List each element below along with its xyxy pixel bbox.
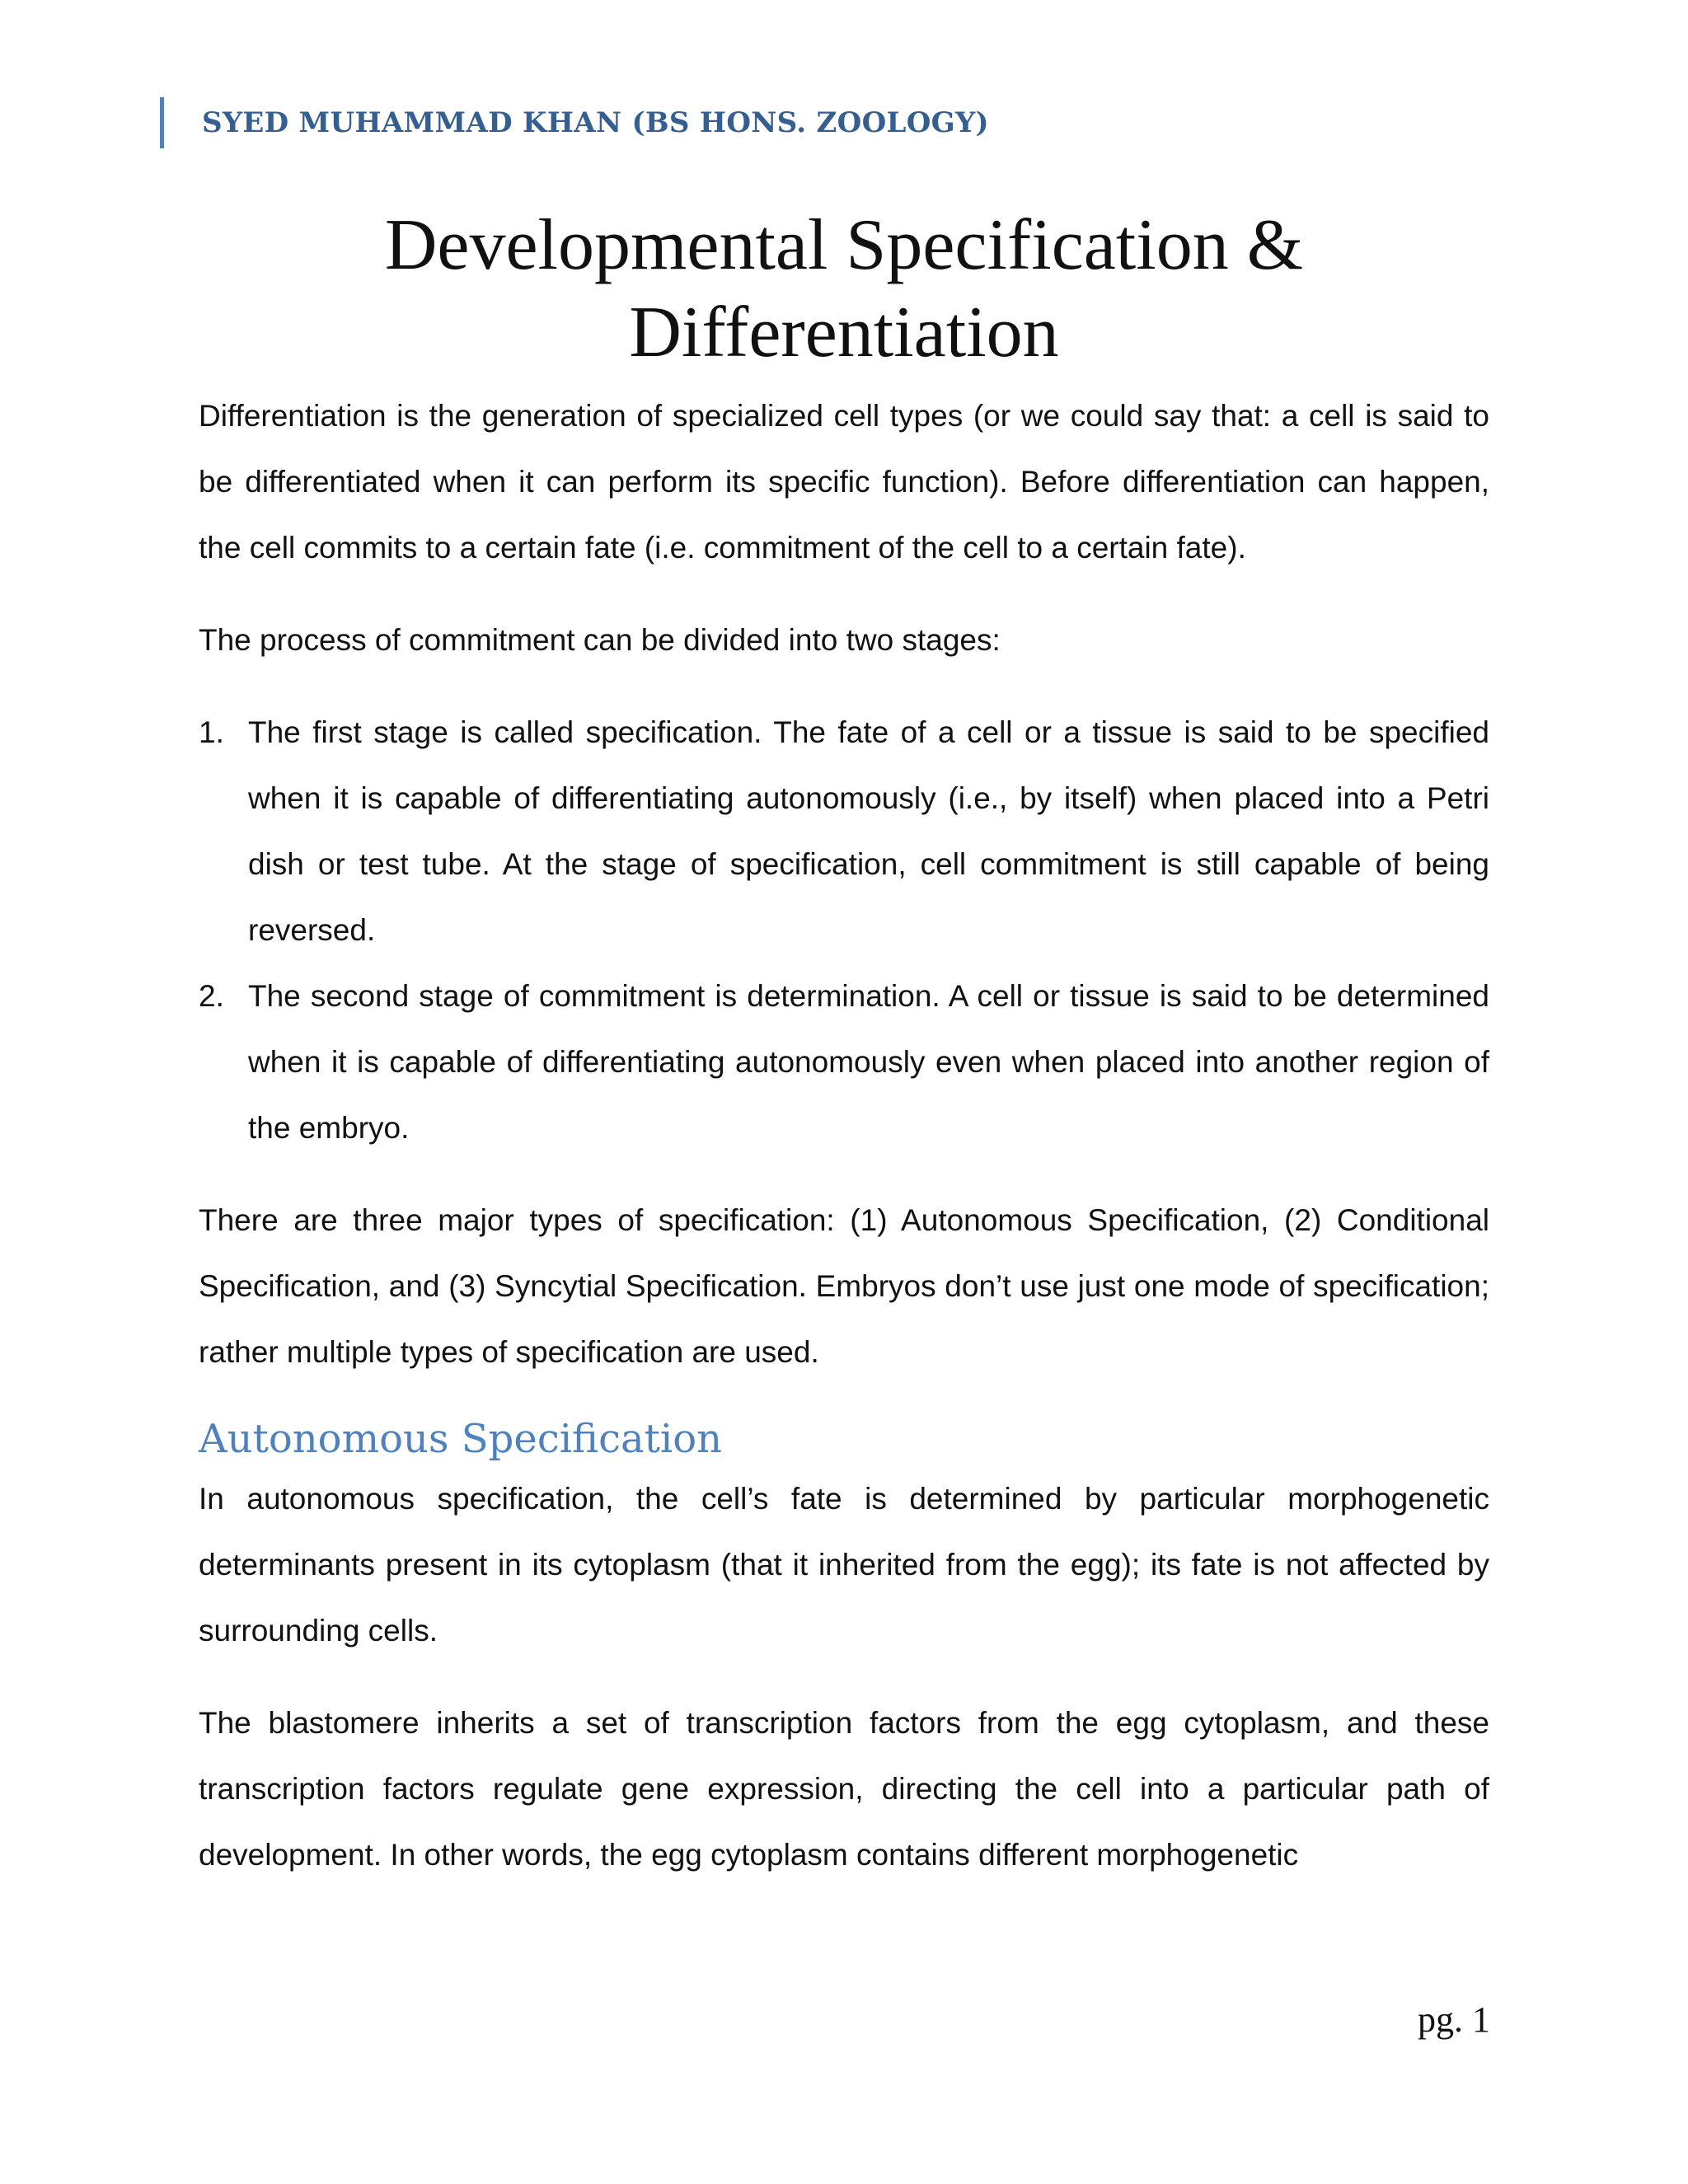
page-number: pg. 1 (1418, 1999, 1490, 2040)
section-heading: Autonomous Specification (199, 1416, 723, 1462)
list-item (199, 963, 1489, 1161)
document-body (199, 383, 1489, 1888)
page-title (198, 202, 1490, 377)
specification-types-paragraph: There are three major types of specification: (1) Autonomous Specification, (2) Conditional Specification, and (3) Syncytial Specification. Embryos don’t use just one mode of specification; rather multiple types of specification are used. (199, 1203, 1489, 1369)
commitment-stages-list (199, 700, 1489, 1161)
title-line-2: Differentiation (629, 293, 1059, 373)
title-line-1: Developmental Specification & (384, 205, 1304, 285)
list-item-text: The second stage of commitment is determination. A cell or tissue is said to be determined when it is capable of differentiating autonomously even when placed into another region of the embryo. (248, 979, 1489, 1145)
list-item-number: 2. (199, 979, 224, 1013)
list-item-number: 1. (199, 715, 224, 749)
header-author: SYED MUHAMMAD KHAN (BS HONS. ZOOLOGY) (202, 106, 989, 139)
intro-paragraph: Differentiation is the generation of specialized cell types (or we could say that: a cell is said to be differentiated when it can perform its specific function). Before differentiation can happen, the cell commits to a certain fate (i.e. commitment of the cell to a certain fate). (199, 399, 1489, 565)
autonomous-paragraph-2: The blastomere inherits a set of transcription factors from the egg cytoplasm, and these transcription factors regulate gene expression, directing the cell into a particular path of development. In other words, the egg cytoplasm contains different morphogenetic (199, 1706, 1489, 1872)
list-item (199, 700, 1489, 963)
commitment-intro: The process of commitment can be divided into two stages: (199, 623, 1001, 657)
autonomous-paragraph-1: In autonomous specification, the cell’s fate is determined by particular morphogenetic determinants present in its cytoplasm (that it inherited from the egg); its fate is not affected by surrounding cells. (199, 1482, 1489, 1647)
list-item-text: The first stage is called specification. The fate of a cell or a tissue is said to be specified when it is capable of differentiating autonomously (i.e., by itself) when placed into a Petri dish or test tube. At the stage of specification, cell commitment is still capable of being reversed. (248, 715, 1489, 947)
running-header (160, 97, 989, 148)
